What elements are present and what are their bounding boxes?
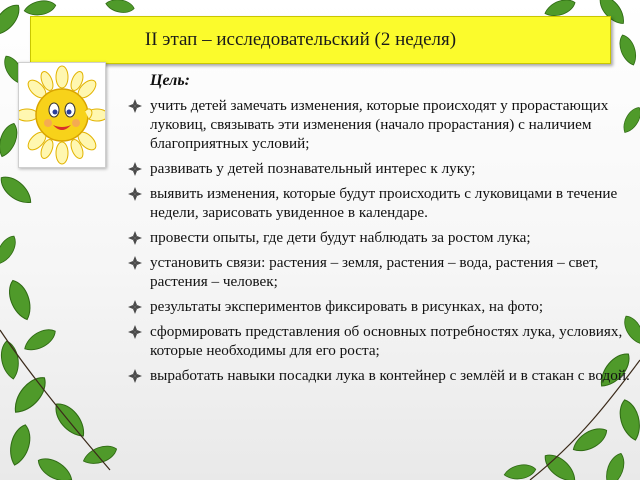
diamond-bullet-icon	[128, 187, 142, 201]
title-banner	[30, 16, 611, 64]
list-item-text: установить связи: растения – земля, растения – вода, растения – свет, растения – человек;	[150, 254, 599, 290]
diamond-bullet-icon	[128, 99, 142, 113]
sun-picture-frame	[18, 62, 106, 168]
smiling-sun-icon	[19, 63, 105, 167]
diamond-bullet-icon	[128, 325, 142, 339]
list-item-text: результаты экспериментов фиксировать в рисунках, на фото;	[150, 298, 544, 315]
list-item	[124, 96, 640, 153]
diamond-bullet-icon	[128, 231, 142, 245]
list-item-text: выработать навыки посадки лука в контейнер с землёй и в стакан с водой.	[150, 367, 630, 384]
list-item	[124, 366, 640, 385]
diamond-bullet-icon	[128, 300, 142, 314]
goal-label: Цель:	[150, 72, 190, 89]
list-item-text: выявить изменения, которые будут происходить с луковицами в течение недели, зарисовать увиденное в календаре.	[150, 185, 618, 221]
list-item	[124, 159, 640, 178]
list-item	[124, 322, 640, 360]
list-item	[124, 297, 640, 316]
list-item	[124, 184, 640, 222]
diamond-bullet-icon	[128, 369, 142, 383]
diamond-bullet-icon	[128, 256, 142, 270]
goal-list	[124, 96, 640, 385]
goal-section	[124, 72, 640, 391]
list-item-text: сформировать представления об основных потребностях лука, условиях, которые необходимы для его роста;	[150, 323, 623, 359]
list-item	[124, 253, 640, 291]
diamond-bullet-icon	[128, 162, 142, 176]
slide-title: II этап – исследовательский (2 неделя)	[144, 29, 457, 50]
list-item-text: учить детей замечать изменения, которые происходят у прорастающих луковиц, связывать эти изменения (начало прорастания) с наличием благоприятных условий;	[150, 97, 609, 152]
list-item	[124, 228, 640, 247]
list-item-text: провести опыты, где дети будут наблюдать за ростом лука;	[150, 229, 531, 246]
list-item-text: развивать у детей познавательный интерес к луку;	[150, 160, 476, 177]
